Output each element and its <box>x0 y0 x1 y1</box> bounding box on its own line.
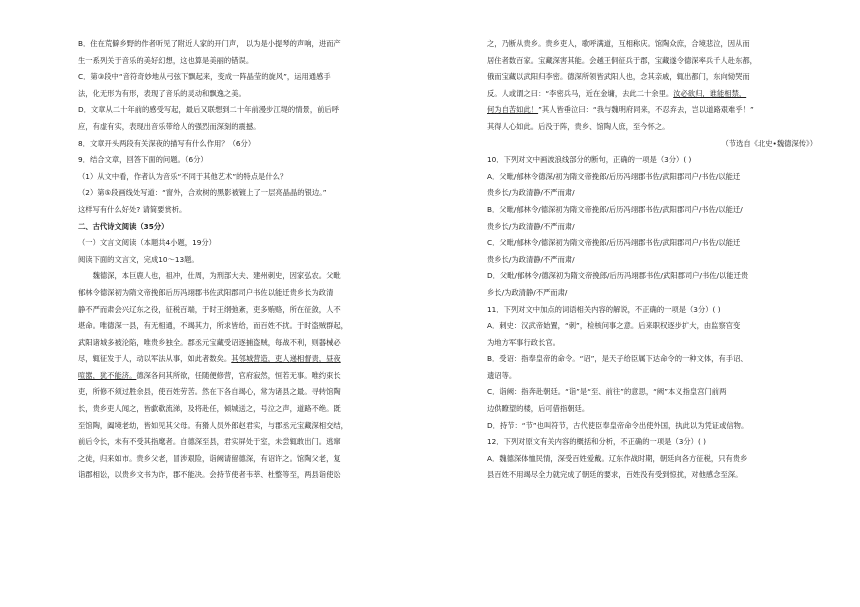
q11-option-line: 为地方军事行政长官。 <box>487 337 560 347</box>
question-9-part-1: （1）从文中看，作者认为音乐“不同于其他艺术”的特点是什么？ <box>78 171 288 181</box>
passage-line: 之徒，归来如市。贵乡父老，冒涉艰险，诣阙请留德深，有诏许之。馆陶父老，复 <box>78 453 341 463</box>
q10-option-line: 贵乡长/为政清静/不严而肃/ <box>487 254 575 264</box>
section-title: 二、古代诗文阅读（35分） <box>78 221 169 231</box>
left-column <box>78 36 433 484</box>
q10-option-line: D．父毗/郁林令/德深初为隋文帝挽郎/后历冯翊郡书佐/武阳郡司户/书佐/以能迁贵 <box>487 271 749 281</box>
q11-option-line: 边供瞭望的楼，后可借指朝廷。 <box>487 404 590 414</box>
passage-line: 魏德深，本巨鹿人也，祖冲，仕周，为刑部大夫、建州刺史，因家弘农。父毗 <box>92 271 341 281</box>
passage-line-wavy: 郁林令德深初为隋文帝挽郎后历冯翊郡书佐武阳郡司户书佐以能迁贵乡长为政清 <box>78 287 334 297</box>
q12-option-line: 县百姓不用竭尽全力就完成了朝廷的要求，百姓没有受到惊扰，对他感念至深。 <box>487 470 743 480</box>
q11-option-line: C．诣阙：指奔赴朝廷。“诣”是“至、前往”的意思，“阙”本义指皇宫门前两 <box>487 387 727 397</box>
passage-text: ”其人皆垂泣曰：“我与魏明府同来，不忍弃去，岂以道路艰难乎！” <box>538 105 754 115</box>
question-9: 9．结合文章，回答下面的问题。（6分） <box>78 155 208 165</box>
passage-line <box>78 368 433 385</box>
option-line: 法，化无形为有形，表现了音乐的灵动和飘逸之美。 <box>78 88 246 98</box>
reading-instruction: 阅读下面的文言文，完成10～13题。 <box>78 254 199 264</box>
passage-line: 至馆陶，阖境老幼，皆如见其父母。有猾人员外郎赵君实，与郡丞元宝藏深相交结， <box>78 420 348 430</box>
option-line: B．住在荒僻乡野的作者听见了附近人家的开门声， 以为是小提琴的声响，进而产 <box>78 39 341 48</box>
passage-line: 之，乃断从贵乡。贵乡吏人，歌呼满道，互相称庆。馆陶众庶，合境悲泣，因从而 <box>487 39 750 48</box>
passage-text: 反。人或谓之曰：“李密兵马，近在金墉，去此二十余里。 <box>487 88 674 98</box>
q10-option-line: A．父毗/郁林令德深/初为隋文帝挽郎/后历冯翊郡书佐/武阳郡司户/书佐/以能迁 <box>487 171 741 181</box>
passage-line: 吏，所修不须过胜余县，使百姓劳苦。然在下各自竭心，常为诸县之最。寻转馆陶 <box>78 387 341 397</box>
underlined-sentence-cont: 喧嚣，犹不能济。 <box>78 370 137 380</box>
question-11: 11．下列对文中加点的词语相关内容的解说，不正确的一项是（3分）( ) <box>487 304 721 314</box>
passage-line: 其得人心如此。后没于阵，贵乡、馆陶人庶，至今怀之。 <box>487 121 670 131</box>
passage-source: （节选自《北史•魏德深传》） <box>721 138 817 148</box>
passage-line: 武阳诸城多被沦陷，唯贵乡独全。郡丞元宝藏受诏逐捕盗贼，每战不利，则器械必 <box>78 337 341 347</box>
q11-option-line: B．受诏：指奉皇帝的命令。“诏”，是天子给臣属下达命令的一种文体，有手诏、 <box>487 354 748 364</box>
q10-option-line: 贵乡长/为政清静/不严而肃/ <box>487 221 575 231</box>
question-8: 8．文章开头两段有关深夜的描写有什么作用？（6分） <box>78 138 256 148</box>
passage-line <box>487 102 817 119</box>
passage-line: 诣郡相讼，以贵乡文书为诈，郡不能决。会持节使者韦莘、杜整等至，两县诣使讼 <box>78 470 341 480</box>
option-line: C．第③段中“音符奇妙地从弓弦下飘起来，变成一阵晶莹的旋风”，运用通感手 <box>78 72 331 82</box>
underlined-sentence-cont: 何为自苦如此！ <box>487 105 539 115</box>
passage-text: 德深各问其所欲，任随便修营，官府寂然，恒若无事。唯约束长 <box>136 370 341 380</box>
q12-option-line: A．魏德深体恤民情，深受百姓爱戴。辽东作战时期，朝廷向各方征税，只有贵乡 <box>487 453 748 463</box>
q11-option-line: D．持节：“节”也叫符节，古代使臣奉皇帝命令出使外国，执此以为凭证或信物。 <box>487 420 749 430</box>
right-column <box>487 36 817 484</box>
passage-line: 静不严而肃会兴辽东之役，征税百端，于时王纲弛紊，吏多贿赂，所在征敛，人不 <box>78 304 341 314</box>
question-10: 10．下列对文中画波浪线部分的断句，正确的一项是（3分）( ) <box>487 155 692 165</box>
passage-line: 堪命。唯德深一县，有无相通，不竭其力，所求皆给，而百姓不扰。于时盗贼群起， <box>78 321 348 331</box>
passage-line <box>78 351 433 368</box>
question-12: 12．下列对原文有关内容的概括和分析，不正确的一项是（3分）( ) <box>487 437 706 447</box>
q11-option-line: 遗诏等。 <box>487 370 517 380</box>
passage-line: 俄而宝藏以武阳归李密。德深所领皆武阳人也，念其亲戚，辄出都门，东向恸哭而 <box>487 72 750 82</box>
q10-option-line: B．父毗/郁林令/德深初为隋文帝挽郎/后历冯翊郡书佐/武阳郡司户/书佐/以能迁/ <box>487 204 743 214</box>
option-line: 生一系列关于音乐的美好幻想，这也算是美丽的错误。 <box>78 55 254 65</box>
q10-option-line: 乡长/为政清静/不严而肃/ <box>487 287 568 297</box>
q10-option-line: C．父毗/郁林令/德深初为隋文帝挽郎/后历冯翊郡书佐/武阳郡司户/书佐/以能迁 <box>487 238 741 248</box>
passage-line: 长，贵乡吏人闻之，皆歔欷流涕，及将赴任，倾城送之，号泣之声，道路不绝。既 <box>78 404 341 414</box>
question-9-part-2-cont: 这样写有什么好处? 请简要赏析。 <box>78 204 187 214</box>
q11-option-line: A．刺史：汉武帝始置，“刺”，检核问事之意。后来职权逐步扩大，由监察官变 <box>487 321 741 331</box>
underlined-sentence: 其邻城营造，吏人递相督责，昼夜 <box>231 354 341 364</box>
passage-text: 尽，辄征发于人，动以军法从事，如此者数矣。 <box>78 354 232 364</box>
q10-option-line: 贵乡长/为政清静/不严而肃/ <box>487 188 575 198</box>
passage-line: 前后令长，未有不受其指麾者。自德深至县，君实屏处于室，未尝辄敢出门。逃窜 <box>78 437 341 447</box>
passage-line <box>487 86 817 103</box>
option-line: 应，有虚有实，表现出音乐带给人的强烈而深刻的震撼。 <box>78 121 261 131</box>
passage-line: 居住者数百家。宝藏深害其能。会越王侗征兵于郡，宝藏遂令德深率兵千人赴东都， <box>487 55 757 65</box>
underlined-sentence: 汝必欲归，谁能相禁， <box>673 88 747 98</box>
option-line: D．文章从二十年前的感受写起，最后又联想到二十年前漫步江堤的情景，前后呼 <box>78 105 340 115</box>
question-9-part-2: （2）第⑤段画线处写道：“窗外，合欢树的黑影被镀上了一层亮晶晶的银边。” <box>78 188 327 198</box>
subsection-title: （一）文言文阅读（本题共4小题，19分） <box>78 238 216 248</box>
